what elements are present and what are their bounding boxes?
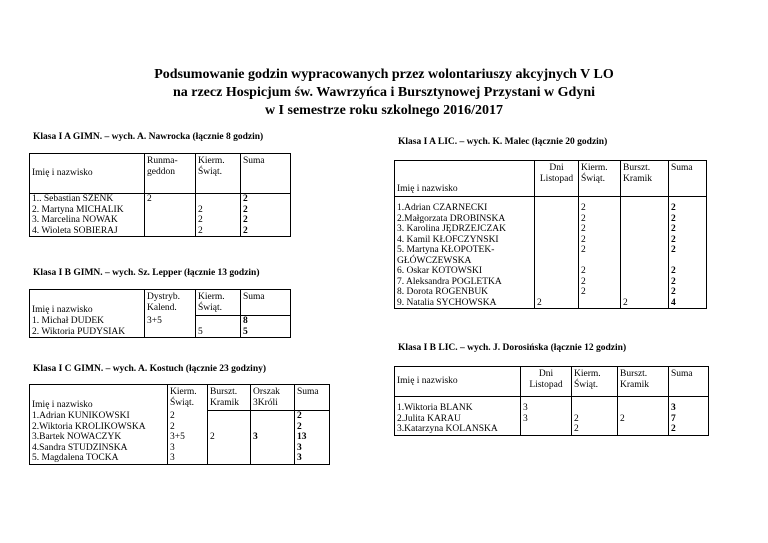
cell-sum: 2 [669,277,707,288]
cell-name: 9. Natalia SYCHOWSKA [395,298,535,309]
cell-value [521,424,572,435]
table-row [395,214,707,225]
table-row [30,316,291,327]
table-ia-lic [394,160,707,309]
cell-name: 1.Adrian CZARNECKI [395,197,535,214]
table-ic-gimn [29,384,330,465]
cell-sum: 3 [669,397,709,414]
table-ia-gimn [29,153,291,237]
cell-sum: 2 [669,424,709,435]
cell-name: 2.Julita KARAU [395,414,521,425]
cell-value [621,235,669,246]
cell-value [145,205,196,216]
table-header-row [30,385,330,411]
cell-name: 2.Wiktoria KRÓLIKOWSKA [30,422,168,433]
cell-value: 2 [168,422,208,433]
table-row [395,277,707,288]
cell-name: 3. Marcelina NOWAK [30,215,145,226]
cell-value: 2 [572,424,618,435]
cell-value [621,266,669,277]
title-line-1: Podsumowanie godzin wypracowanych przez wolontariuszy akcyjnych V LO [154,67,614,82]
cell-name: 4. Kamil KŁOFCZYŃSKI [395,235,535,246]
col-header-name: Imię i nazwisko [30,154,145,194]
cell-sum: 3 [295,443,330,454]
cell-sum: 4 [669,298,707,309]
cell-value: 3 [168,453,208,464]
col-header-name: Imię i nazwisko [395,161,535,197]
section-heading-ia-gimn: Klasa I A GIMN. – wych. A. Nawrocka (łącznie 8 godzin) [33,132,264,142]
table-row [30,215,291,226]
cell-value [251,443,295,454]
table-row [30,226,291,237]
cell-value [208,411,251,422]
title-line-3: w I semestrze roku szkolnego 2016/2017 [264,103,504,118]
table-header-row [395,161,707,197]
cell-value [535,197,579,214]
cell-value: 3 [521,414,572,425]
cell-name: 5. Magdalena TOCKA [30,453,168,464]
table-row [395,287,707,298]
cell-value [145,215,196,226]
table-row [395,266,707,277]
cell-sum: 2 [669,287,707,298]
cell-sum: 2 [669,266,707,277]
cell-value: 3 [251,432,295,443]
cell-sum: 2 [295,411,330,422]
cell-value [535,287,579,298]
table-row [30,194,291,205]
cell-value [621,214,669,225]
cell-sum: 2 [241,226,291,237]
section-heading-ic-gimn: Klasa I C GIMN. – wych. A. Kostuch (łącznie 23 godziny) [33,364,267,374]
col-header-suma: Suma [241,154,291,194]
cell-value: 2 [579,287,621,298]
section-heading-ib-lic: Klasa I B LIC. – wych. J. Dorosińska (łącznie 12 godzin) [398,343,627,353]
cell-name: 2. Martyna MICHALIK [30,205,145,216]
section-heading-ib-gimn: Klasa I B GIMN. – wych. Sz. Lepper (łącznie 13 godzin) [33,268,260,278]
cell-value: 5 [196,327,241,338]
col-header-suma: Suma [669,367,709,397]
section-heading-ia-lic: Klasa I A LIC. – wych. K. Malec (łącznie 20 godzin) [398,137,608,147]
col-header-runmageddon: Runma- geddon [145,154,196,194]
title-line-2: na rzecz Hospicjum św. Wawrzyńca i Bursztynowej Przystani w Gdyni [172,85,596,100]
cell-sum: 2 [295,422,330,433]
cell-value [535,245,579,266]
cell-value [535,277,579,288]
table-row [30,453,330,464]
col-header-kramik: Burszt. Kramik [621,161,669,197]
cell-value [621,224,669,235]
col-header-dni-listopad: Dni Listopad [535,161,579,197]
col-header-kiermasz: Kierm. Świąt. [579,161,621,197]
cell-sum: 7 [669,414,709,425]
table-row [395,298,707,309]
table-row [30,422,330,433]
table-row [395,245,707,266]
table-row [395,424,709,435]
cell-value [618,397,669,414]
table-header-row [30,290,291,316]
cell-sum: 2 [241,194,291,205]
cell-value: 2 [579,197,621,214]
cell-sum: 2 [241,215,291,226]
table-row [395,397,709,414]
cell-value: 2 [618,414,669,425]
cell-value [145,226,196,237]
cell-name: 2.Małgorzata DROBIŃSKA [395,214,535,225]
cell-value: 3+5 [145,316,196,327]
cell-value: 2 [621,298,669,309]
cell-sum: 13 [295,432,330,443]
cell-value: 2 [579,235,621,246]
col-header-orszak: Orszak 3Króli [251,385,295,411]
cell-name: 1.Adrian KUNIKOWSKI [30,411,168,422]
cell-value [196,194,241,205]
cell-value [579,298,621,309]
cell-value: 2 [579,224,621,235]
cell-name: 4. Wioleta SOBIERAJ [30,226,145,237]
cell-name: 6. Oskar KOTOWSKI [395,266,535,277]
col-header-suma: Suma [295,385,330,411]
table-row [30,411,330,422]
col-header-dystrybucja: Dystryb. Kalend. [145,290,196,316]
col-header-kiermasz: Kierm. Świąt. [168,385,208,411]
table-row [395,224,707,235]
col-header-dni-listopad: Dni Listopad [521,367,572,397]
col-header-kiermasz: Kierm. Świąt. [196,154,241,194]
col-header-name: Imię i nazwisko [30,385,168,411]
col-header-suma: Suma [669,161,707,197]
cell-value [208,453,251,464]
cell-value: 2 [572,414,618,425]
col-header-kramik: Burszt. Kramik [208,385,251,411]
cell-value: 2 [579,214,621,225]
table-ib-lic [394,366,709,436]
col-header-name: Imię i nazwisko [395,367,521,397]
table-row [395,197,707,214]
cell-name: 2. Wiktoria PUDYSIAK [30,327,145,338]
table-row [30,205,291,216]
cell-name: 3. Karolina JĘDRZEJCZAK [395,224,535,235]
cell-name: 3.Katarzyna KOLAŃSKA [395,424,521,435]
cell-value [572,397,618,414]
cell-value: 2 [196,205,241,216]
cell-value [251,422,295,433]
table-header-row [30,154,291,194]
table-row [30,443,330,454]
table-row [395,235,707,246]
cell-value [251,411,295,422]
cell-sum: 5 [241,327,291,338]
cell-name: 1.. Sebastian SZENK [30,194,145,205]
cell-value: 2 [168,411,208,422]
cell-value: 2 [535,298,579,309]
cell-name: 4.Sandra STUDZIŃSKA [30,443,168,454]
cell-value: 3 [521,397,572,414]
table-row [30,327,291,338]
cell-value: 3 [168,443,208,454]
document-title [0,66,768,120]
cell-value: 2 [579,277,621,288]
cell-value: 2 [196,226,241,237]
cell-value [208,443,251,454]
cell-sum: 2 [669,235,707,246]
cell-sum: 2 [669,224,707,235]
cell-sum: 2 [669,197,707,214]
cell-sum: 8 [241,316,291,327]
cell-value: 2 [196,215,241,226]
cell-sum: 2 [241,205,291,216]
cell-value [535,235,579,246]
cell-sum: 3 [295,453,330,464]
cell-value [145,327,196,338]
cell-name: 1.Wiktoria BLANK [395,397,521,414]
table-row [395,414,709,425]
cell-value: 2 [145,194,196,205]
cell-value [621,277,669,288]
cell-value [618,424,669,435]
cell-sum: 2 [669,245,707,266]
cell-name: 5. Martyna KŁOPOTEK-GŁÓWCZEWSKA [395,245,535,266]
col-header-suma: Suma [241,290,291,316]
col-header-kiermasz: Kierm. Świąt. [572,367,618,397]
cell-value [208,422,251,433]
table-row [30,432,330,443]
cell-value [621,197,669,214]
cell-sum: 2 [669,214,707,225]
cell-value [535,266,579,277]
cell-name: 7. Aleksandra POGLETKA [395,277,535,288]
cell-name: 8. Dorota ROGENBUK [395,287,535,298]
cell-value [196,316,241,327]
table-header-row [395,367,709,397]
col-header-name: Imię i nazwisko [30,290,145,316]
cell-value: 3+5 [168,432,208,443]
cell-value [535,224,579,235]
cell-value: 2 [208,432,251,443]
cell-value: 2 [579,245,621,266]
cell-value [621,245,669,266]
cell-name: 1. Michał DUDEK [30,316,145,327]
col-header-kramik: Burszt. Kramik [618,367,669,397]
cell-name: 3.Bartek NOWACZYK [30,432,168,443]
table-ib-gimn [29,289,291,338]
col-header-kiermasz: Kierm. Świąt. [196,290,241,316]
cell-value [535,214,579,225]
cell-value [621,287,669,298]
cell-value [251,453,295,464]
cell-value: 2 [579,266,621,277]
